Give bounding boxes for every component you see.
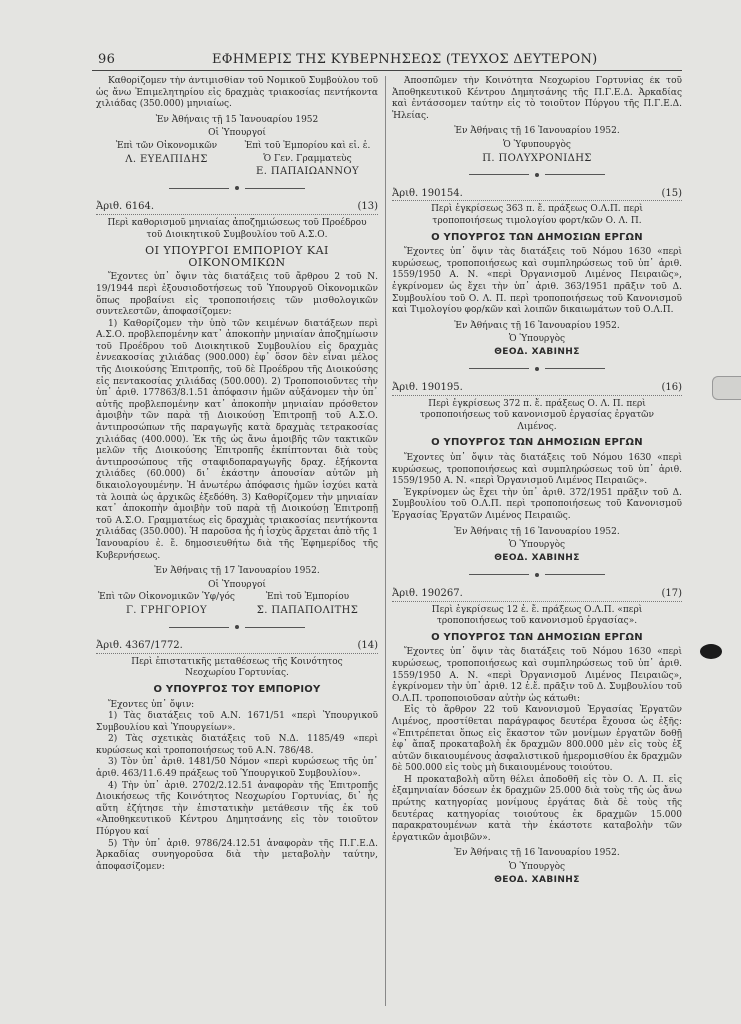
intro-signature-names <box>96 154 378 166</box>
decree-13-sig-left-name: Γ. ΓΡΗΓΟΡΙΟΥ <box>125 604 208 616</box>
decree-17-ministry: Ο ΥΠΟΥΡΓΟΣ ΤΩΝ ΔΗΜΟΣΙΩΝ ΕΡΓΩΝ <box>431 631 643 643</box>
decree-16-heading <box>392 382 682 396</box>
separator <box>392 570 682 582</box>
decree-16-signature-title: Ὁ Ὑπουργὸς <box>508 540 566 551</box>
decree-13-subject: Περὶ καθορισμοῦ μηνιαίας ἀποζημιώσεως τοῦ Προέδρου τοῦ Διοικητικοῦ Συμβουλίου τοῦ Α.Σ.Ο. <box>107 217 367 240</box>
decree-17-index: (17) <box>661 587 682 599</box>
binder-tab-mark <box>712 376 741 400</box>
decree-13-date: Ἐν Ἀθήναις τῇ 17 Ἰανουαρίου 1952. <box>154 566 320 577</box>
decree-14-item-3: 3) Τὸν ὑπ᾽ ἀριθ. 1481/50 Νόμον «περὶ κυρώσεως τῆς ὑπ᾽ ἀριθ. 463/11.6.49 πράξεως τοῦ Ὑπουργικοῦ Συμβουλίου». <box>96 757 378 780</box>
decree-16-index: (16) <box>661 382 682 394</box>
intro-sig-right-title2: Ὁ Γεν. Γραμματεὺς <box>263 153 352 164</box>
decree-14-item-4: 4) Τὴν ὑπ᾽ ἀριθ. 2702/2.12.51 ἀναφορὰν τῆς Ἐπιτροπῆς Διοικήσεως τῆς Κοινότητος Νεοχωρίου Γορτυνίας, δι᾽ ἧς αὕτη ἐζήτησε τὴν ἐπιστατικὴν μετάθεσιν τῆς ἐκ τοῦ «Ἀποθηκευτικοῦ Κέντρου Δημητσάνης εἰς τὸν τοιοῦτον Πύργου καί <box>96 780 378 838</box>
decree-13-index: (13) <box>357 201 378 213</box>
page-number: 96 <box>98 52 116 67</box>
separator <box>392 170 682 182</box>
decree-14-number: Ἀριθ. 4367/1772. <box>96 640 183 652</box>
decree-14-heading <box>96 640 378 654</box>
decree-13-signature-names <box>96 605 378 617</box>
intro-ministers: Οἱ Ὑπουργοί <box>208 128 266 139</box>
decree-15-signature-title: Ὁ Ὑπουργὸς <box>508 334 566 345</box>
intro-sig-left-name: Λ. ΕΥΕΛΠΙΔΗΣ <box>125 153 208 165</box>
decree-17-paragraph-1: Ἔχοντες ὑπ᾽ ὄψιν τὰς διατάξεις τοῦ Νόμου 1630 «περὶ κυρώσεως, τροποποιήσεως καὶ συμπληρώσεως τοῦ ὑπ᾽ ἀριθ. 1559/1950 Α. Ν. «περὶ Ὀργανισμοῦ Λιμένος Πειραιῶς», ἐγκρίνομεν τὴν ὑπ᾽ ἀριθ. 12 ἐ.ἔ. πρᾶξιν τοῦ Δ. Συμβουλίου τοῦ Ο.Λ.Π. τροποποιοῦσαν αὐτὴν ὡς κάτωθι: <box>392 647 682 704</box>
decree-14-item-2: 2) Τὰς σχετικὰς διατάξεις τοῦ Ν.Δ. 1185/49 «περὶ κυρώσεως καὶ τροποποιήσεως τοῦ Α.Ν. 786/48. <box>96 734 378 756</box>
decree-15-ministry: Ο ΥΠΟΥΡΓΟΣ ΤΩΝ ΔΗΜΟΣΙΩΝ ΕΡΓΩΝ <box>431 231 643 243</box>
separator <box>392 364 682 376</box>
decree-13-sig-right-name: Σ. ΠΑΠΑΠΟΛΙΤΗΣ <box>256 604 359 616</box>
ink-blot <box>700 644 722 659</box>
decree-14-item-1: 1) Τὰς διατάξεις τοῦ Α.Ν. 1671/51 «περὶ Ὑπουργικοῦ Συμβουλίου καὶ Ὑπουργείων». <box>96 711 378 733</box>
decree-17-heading <box>392 588 682 602</box>
decree-17-signature-title: Ὁ Ὑπουργὸς <box>508 862 566 873</box>
decree-16-subject: Περὶ ἐγκρίσεως 372 π. ἔ. πράξεως Ο. Λ. Π. περὶ τροποποιήσεως τοῦ κανονισμοῦ ἐργασίας ἐργατῶν Λιμένος. <box>420 398 654 432</box>
intro-paragraph: Καθορίζομεν τὴν ἀντιμισθίαν τοῦ Νομικοῦ Συμβούλου τοῦ ὡς ἄνω Ἐπιμελητηρίου εἰς δραχμὰς τριακοσίας πεντήκοντα χιλιάδας (350.000) μηνιαίως. <box>96 76 378 110</box>
decree-17-subject: Περὶ ἐγκρίσεως 12 ἐ. ἔ. πράξεως Ο.Λ.Π. «περὶ τροποποιήσεως τοῦ κανονισμοῦ ἐργασίας». <box>431 604 643 627</box>
decree-15-index: (15) <box>661 187 682 199</box>
intro-date: Ἐν Ἀθήναις τῇ 15 Ἰανουαρίου 1952 <box>155 114 319 125</box>
intro-sig-right-name: Ε. ΠΑΠΑΙΩΑΝΝΟΥ <box>256 166 359 178</box>
intro-sig-right-title: Ἐπὶ τοῦ Ἐμπορίου καὶ εἰ. ἑ. <box>244 140 371 151</box>
decree-17-date: Ἐν Ἀθήναις τῇ 16 Ἰανουαρίου 1952. <box>454 848 620 859</box>
decree-13-ministers: Οἱ Ὑπουργοί <box>208 579 266 590</box>
decree-14-item-5: 5) Τὴν ὑπ᾽ ἀριθ. 9786/24.12.51 ἀναφορὰν τῆς Π.Γ.Ε.Δ. Ἀρκαδίας συνηγοροῦσα διὰ τὴν μεταβολὴν ταύτην, ἀποφασίζομεν: <box>96 838 378 872</box>
decree-16-paragraph-1: Ἔχοντες ὑπ᾽ ὄψιν τὰς διατάξεις τοῦ Νόμου 1630 «περὶ κυρώσεως, τροποποιήσεως καὶ συμπληρώσεως τοῦ ὑπ᾽ ἀριθ. 1559/1950 Α. Ν. «περὶ Ὀργανισμοῦ Λιμένος Πειραιῶς». <box>392 453 682 487</box>
decree-15-signature-name: ΘΕΟΔ. ΧΑΒΙΝΗΣ <box>494 346 580 357</box>
decree-15-number: Ἀριθ. 190154. <box>392 187 463 199</box>
decree-14-date: Ἐν Ἀθήναις τῇ 16 Ἰανουαρίου 1952. <box>454 126 620 137</box>
decree-14-intro: Ἔχοντες ὑπ᾽ ὄψιν: <box>108 699 195 710</box>
decree-15-heading <box>392 188 682 202</box>
journal-title: ΕΦΗΜΕΡΙΣ ΤΗΣ ΚΥΒΕΡΝΗΣΕΩΣ (ΤΕΥΧΟΣ ΔΕΥΤΕΡΟΝ) <box>212 52 598 67</box>
decree-16-date: Ἐν Ἀθήναις τῇ 16 Ἰανουαρίου 1952. <box>454 526 620 537</box>
decree-17-signature-name: ΘΕΟΔ. ΧΑΒΙΝΗΣ <box>494 874 580 885</box>
decree-17-paragraph-3: Η προκαταβολὴ αὕτη θέλει ἀποδοθῆ εἰς τὸν Ο. Λ. Π. εἰς ἑξαμηνιαίαν δόσεων ἐκ δραχμῶν 25.000 διὰ τοὺς τῆς ὡς ἄνω πρώτης κατηγορίας μονίμους ἐργάτας διὰ δὲ τοὺς τῆς δευτέρας κατηγορίας τοιούτους ἐκ δραχμῶν 15.000 παρακρατουμένων κατὰ τὴν ἑκάστοτε καταβολὴν τῶν ἐργατικῶν ἀμοιβῶν». <box>392 774 682 843</box>
decree-17-paragraph-2: Εἰς τὸ ἄρθρον 22 τοῦ Κανονισμοῦ Ἐργασίας Ἐργατῶν Λιμένος, προστίθεται παράγραφος δευτέρα ἔχουσα ὡς ἑξῆς: «Ἐπιτρέπεται ὅπως εἰς ἕκαστον τῶν μονίμων ἐργατῶν δοθῇ ἐφ᾽ ἅπαξ προκαταβολὴ ἐκ δραχμῶν 800.000 μὲν εἰς τοὺς ἐξ αὐτῶν δικαιουμένους ἀσφαλιστικοῦ ἡμερομισθίου ἐκ δραχμῶν δὲ 500.000 εἰς τοὺς μὴ δικαιουμένους τοιούτου. <box>392 705 682 774</box>
decree-14-signature-name: Π. ΠΟΛΥΧΡΟΝΙΔΗΣ <box>482 152 592 164</box>
decree-16-number: Ἀριθ. 190195. <box>392 382 463 394</box>
decree-14-continuation: Ἀποσπῶμεν τὴν Κοινότητα Νεοχωρίου Γορτυνίας ἐκ τοῦ Ἀποθηκευτικοῦ Κέντρου Δημητσάνης τῆς Π.Γ.Ε.Δ. Ἀρκαδίας καὶ ἐντάσσομεν ταύτην εἰς τὸ τοιοῦτον Πύργου τῆς Π.Γ.Ε.Δ. Ἠλείας. <box>392 76 682 121</box>
decree-13-sig-right-title: Ἐπὶ τοῦ Ἐμπορίου <box>265 592 350 603</box>
decree-16-paragraph-2: Ἐγκρίνομεν ὡς ἔχει τὴν ὑπ᾽ ἀριθ. 372/1951 πρᾶξιν τοῦ Δ. Συμβουλίου τοῦ Ο.Λ.Π. περὶ τροποποιήσεως τοῦ Κανονισμοῦ Ἐργασίας Ἐργατῶν Λιμένος Πειραιῶς. <box>392 487 682 521</box>
decree-13-paragraph-2: 1) Καθορίζομεν τὴν ὑπὸ τῶν κειμένων διατάξεων περὶ Α.Σ.Ο. προβλεπομένην κατ᾽ ἀποκοπὴν μηνιαίαν ἀποζημίωσιν τοῦ Προέδρου τοῦ Διοικητικοῦ Συμβουλίου εἰς δραχμὰς ἐννεακοσίας χιλιάδας (900.000) ἐφ᾽ ὅσον δὲν εἶναι μέλος τῆς Διοικούσης Ἐπιτροπῆς, τοῦ δὲ Προέδρου τῆς Διοικούσης εἰς πεντακοσίας χιλιάδας (500.000). 2) Τροποποιοῦντες τὴν ὑπ᾽ ἀριθ. 177863/8.1.51 ἀπόφασιν ἡμῶν αὐξάνομεν τὴν ὑπ᾽ αὐτῆς προβλεπομένην κατ᾽ ἀποκοπὴν μηνιαίαν πρόσθετον ἀμοιβὴν τῶν παρὰ τῇ Διοικούσῃ Ἐπιτροπῇ τοῦ Α.Σ.Ο. ἀντιπροσώπων τῆς παραγωγῆς κατὰ δραχμὰς τετρακοσίας χιλιάδας (400.000). Ἐκ τῆς ὡς ἄνω ἀμοιβῆς τῶν τακτικῶν μελῶν τῆς Διοικούσης Ἐπιτροπῆς ἐκπίπτονται διὰ τοὺς ἀντιπροσώπους τῆς σταφιδοπαραγωγῆς δραχ. ἑξήκοντα χιλιάδες (60.000) δι᾽ ἑκάστην ἀπουσίαν αὐτῶν μὴ δικαιολογουμένην. Ἡ ἀνωτέρω ἀπόφασις ἡμῶν ἰσχύει κατὰ τὰ λοιπὰ ὡς ἀρχικῶς ἐξεδόθη. 3) Καθορίζομεν τὴν μηνιαίαν κατ᾽ ἀποκοπὴν ἀμοιβὴν τοῦ παρὰ τῇ Διοικούσῃ Ἐπιτροπῇ τοῦ Α.Σ.Ο. Γραμματέως εἰς δραχμὰς τριακοσίας πεντήκοντα χιλιάδας (350.000). Ἡ παροῦσα ἧς ἡ ἰσχὺς ἄρχεται ἀπὸ τῆς 1 Ἰανουαρίου ἐ. ἔ. δημοσιευθήτω διὰ τῆς Ἐφημερίδος τῆς Κυβερνήσεως. <box>96 318 378 561</box>
decree-13-heading <box>96 201 378 215</box>
decree-14-ministry: Ο ΥΠΟΥΡΓΟΣ ΤΟΥ ΕΜΠΟΡΙΟΥ <box>153 683 321 695</box>
decree-16-ministry: Ο ΥΠΟΥΡΓΟΣ ΤΩΝ ΔΗΜΟΣΙΩΝ ΕΡΓΩΝ <box>431 437 643 449</box>
right-column <box>392 76 682 1006</box>
column-divider <box>385 76 386 1006</box>
separator <box>96 184 378 196</box>
decree-13-ministry: ΟΙ ΥΠΟΥΡΓΟΙ ΕΜΠΟΡΙΟΥ ΚΑΙ ΟΙΚΟΝΟΜΙΚΩΝ <box>145 244 329 269</box>
decree-13-number: Ἀριθ. 6164. <box>96 201 155 213</box>
page-header <box>92 50 682 71</box>
intro-sig-left-title: Ἐπὶ τῶν Οἰκονομικῶν <box>115 140 218 151</box>
decree-13-sig-left-title: Ἐπὶ τῶν Οἰκονομικῶν Ὑφ/γός <box>98 592 235 603</box>
separator <box>96 623 378 635</box>
decree-15-paragraph-1: Ἔχοντες ὑπ᾽ ὄψιν τὰς διατάξεις τοῦ Νόμου 1630 «περὶ κυρώσεως, τροποποιήσεως καὶ συμπληρώσεως τοῦ ὑπ᾽ ἀριθ. 1559/1950 Α. Ν. «περὶ Ὀργανισμοῦ Λιμένος Πειραιῶς», ἐγκρίνομεν ὡς ἔχει τὴν ὑπ᾽ ἀριθ. 363/1951 πρᾶξιν τοῦ Δ. Συμβουλίου τοῦ Ο. Λ. Π. περὶ τροποποιήσεως τοῦ Κανονισμοῦ καὶ Τιμολογίου φορ/κῶν καὶ λοιπῶν δικαιωμάτων τοῦ Ο.Λ.Π. <box>392 247 682 316</box>
decree-17-number: Ἀριθ. 190267. <box>392 587 463 599</box>
intro-signature-names-2 <box>96 166 378 178</box>
decree-13-paragraph-1: Ἔχοντες ὑπ᾽ ὄψιν τὰς διατάξεις τοῦ ἄρθρου 2 τοῦ Ν. 19/1944 περὶ ἐξουσιοδοτήσεως τοῦ Ὑπουργοῦ Οἰκονομικῶν ὅπως προβαίνει εἰς τροποποιήσεις τῶν μισθολογικῶν συντελεστῶν, ἀποφασίζομεν: <box>96 272 378 318</box>
decree-16-signature-name: ΘΕΟΔ. ΧΑΒΙΝΗΣ <box>494 552 580 563</box>
decree-14-index: (14) <box>357 640 378 652</box>
decree-13-signature-titles <box>96 592 378 604</box>
intro-signature-titles <box>96 141 378 153</box>
left-column <box>96 76 378 1006</box>
decree-14-subject: Περὶ ἐπιστατικῆς μεταθέσεως τῆς Κοινότητος Νεοχωρίου Γορτυνίας. <box>131 656 343 679</box>
decree-15-date: Ἐν Ἀθήναις τῇ 16 Ἰανουαρίου 1952. <box>454 320 620 331</box>
decree-14-signature-title: Ὁ Ὑφυπουργὸς <box>503 139 571 150</box>
decree-15-subject: Περὶ ἐγκρίσεως 363 π. ἔ. πράξεως Ο.Λ.Π. περὶ τροποποιήσεως τιμολογίου φορτ/κῶν Ο. Λ. Π. <box>431 204 643 226</box>
